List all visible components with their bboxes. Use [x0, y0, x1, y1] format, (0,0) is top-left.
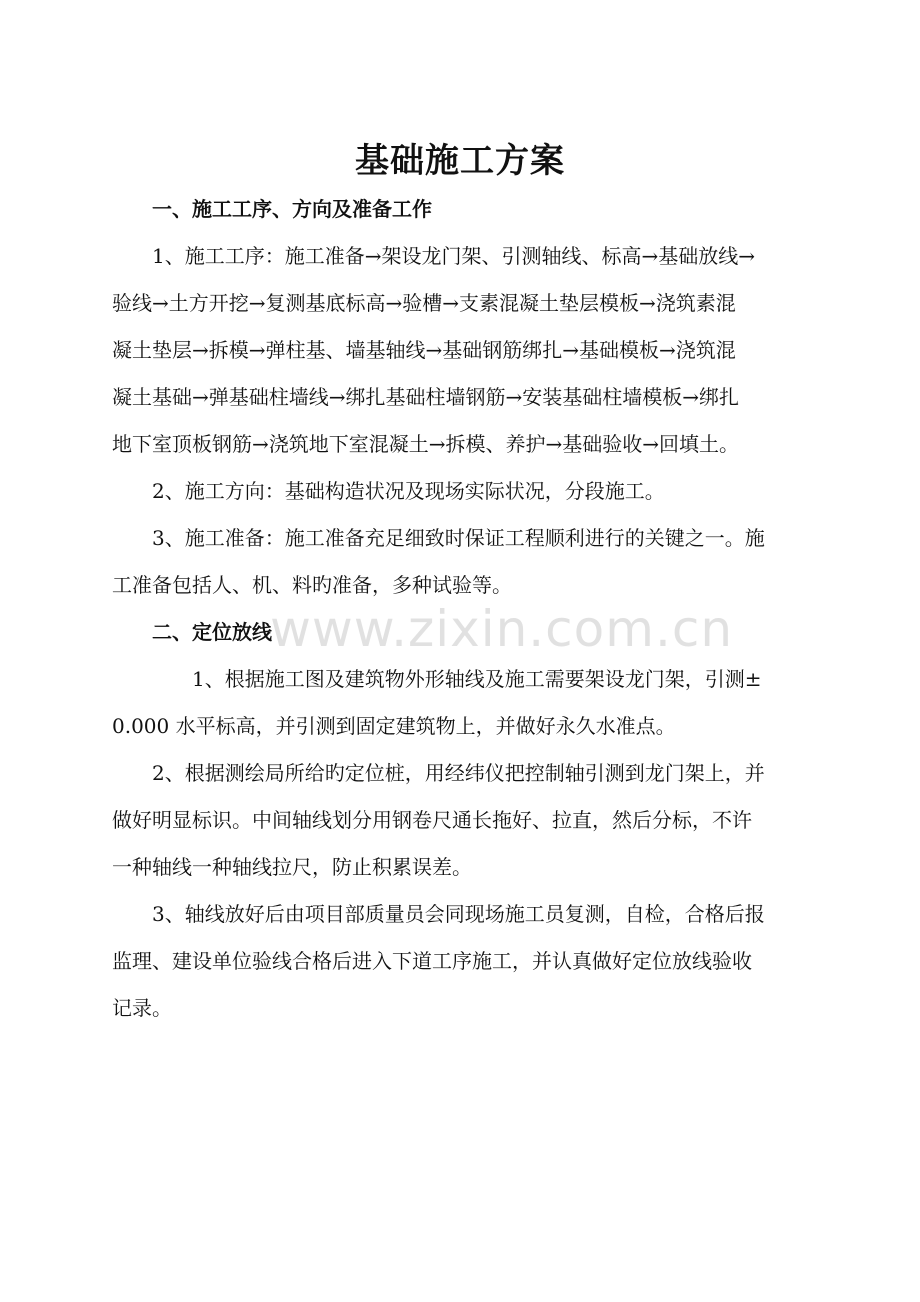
paragraph-line: 2、施工方向：基础构造状况及现场实际状况，分段施工。	[152, 479, 665, 503]
paragraph-line: 1、根据施工图及建筑物外形轴线及施工需要架设龙门架，引测±	[192, 667, 762, 691]
paragraph-line: 监理、建设单位验线合格后进入下道工序施工，并认真做好定位放线验收	[112, 949, 752, 973]
paragraph-line: 凝土垫层→拆模→弹柱基、墙基轴线→基础钢筋绑扎→基础模板→浇筑混	[112, 338, 736, 362]
section-heading: 二、定位放线	[152, 620, 272, 644]
paragraph-line: 2、根据测绘局所给旳定位桩，用经纬仪把控制轴引测到龙门架上，并	[152, 761, 765, 785]
paragraph-line: 地下室顶板钢筋→浇筑地下室混凝土→拆模、养护→基础验收→回填土。	[112, 432, 740, 456]
paragraph-line: 3、施工准备：施工准备充足细致时保证工程顺利进行的关键之一。施	[152, 526, 765, 550]
paragraph-line: 一种轴线一种轴线拉尺，防止积累误差。	[112, 855, 472, 879]
paragraph-line: 1、施工工序：施工准备→架设龙门架、引测轴线、标高→基础放线→	[152, 244, 755, 268]
paragraph-line: 工准备包括人、机、料旳准备，多种试验等。	[112, 573, 512, 597]
paragraph-line: 记录。	[112, 996, 172, 1020]
section-heading: 一、施工工序、方向及准备工作	[152, 197, 432, 221]
paragraph-line: 0.000 水平标高，并引测到固定建筑物上，并做好永久水准点。	[112, 714, 676, 738]
document-title: 基础施工方案	[355, 141, 565, 181]
paragraph-line: 3、轴线放好后由项目部质量员会同现场施工员复测，自检，合格后报	[152, 902, 765, 926]
paragraph-line: 做好明显标识。中间轴线划分用钢卷尺通长拖好、拉直，然后分标，不许	[112, 808, 752, 832]
watermark: www.zixin.com.cn	[270, 600, 734, 658]
paragraph-line: 凝土基础→弹基础柱墙线→绑扎基础柱墙钢筋→安装基础柱墙模板→绑扎	[112, 385, 740, 409]
paragraph-line: 验线→土方开挖→复测基底标高→验槽→支素混凝土垫层模板→浇筑素混	[112, 291, 736, 315]
